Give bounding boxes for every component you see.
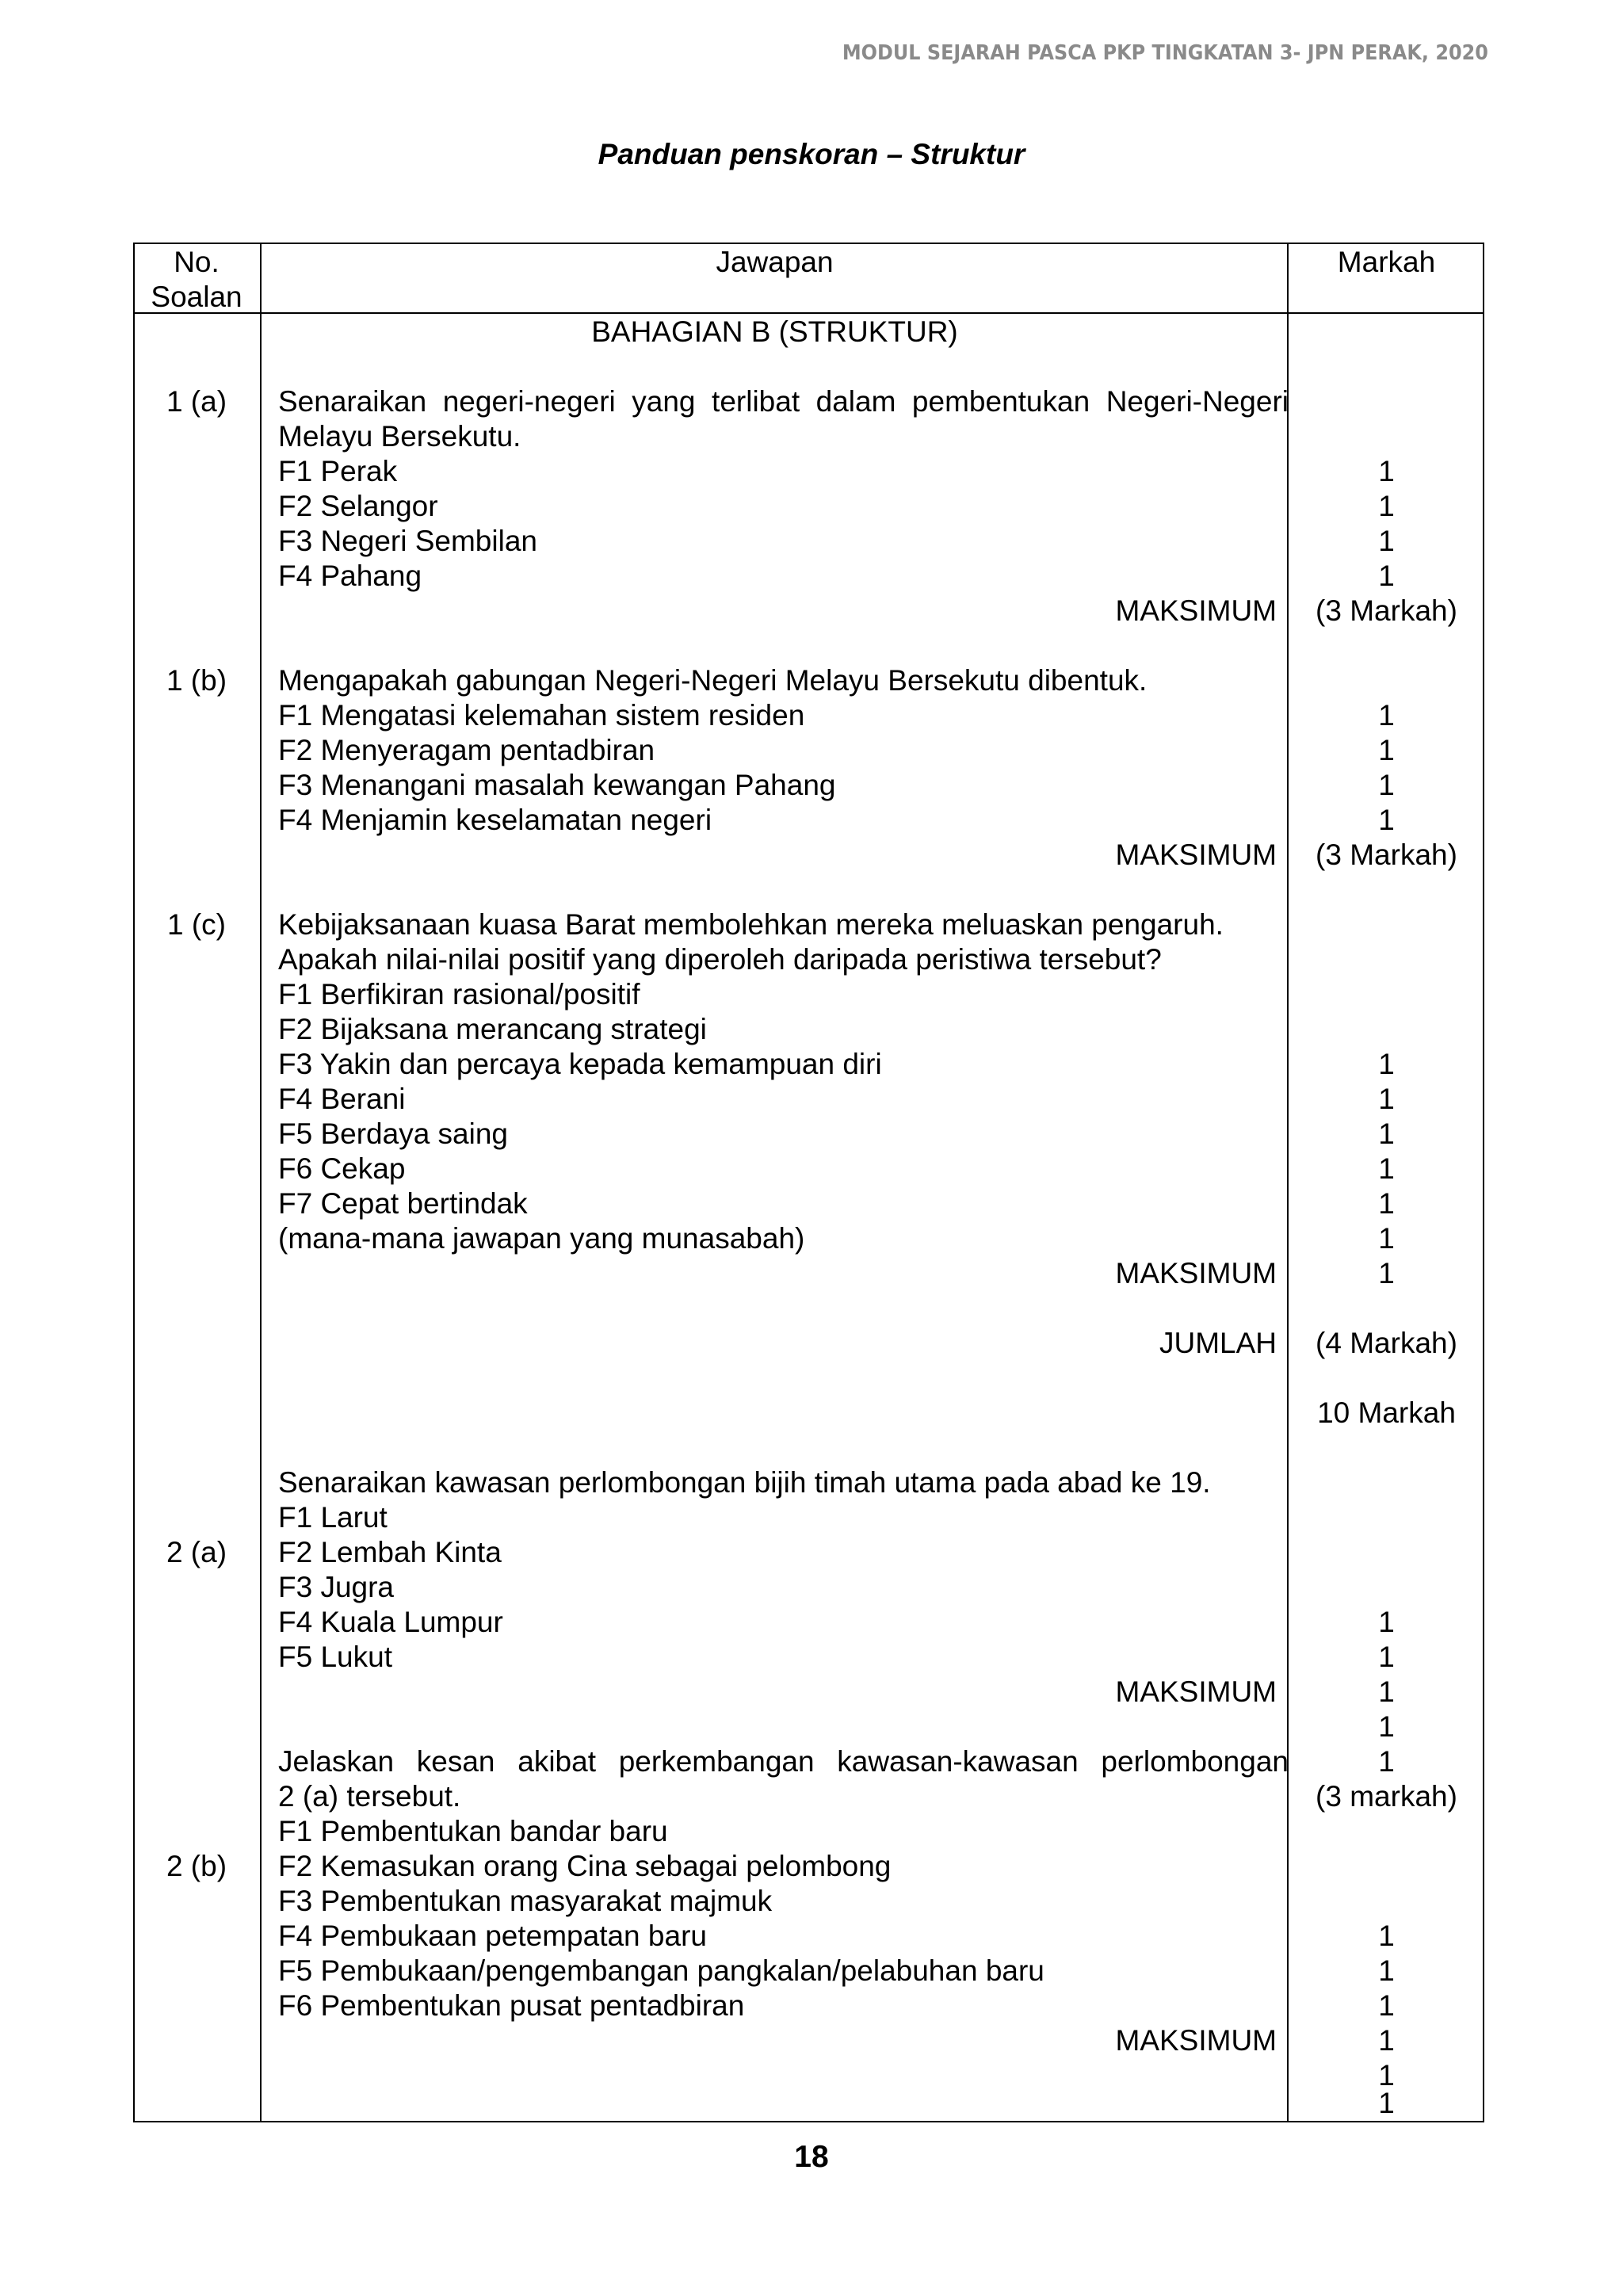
mark-value: 1	[1378, 2059, 1395, 2092]
maksimum-label: MAKSIMUM	[1115, 839, 1277, 871]
mark-value: 1	[1378, 1117, 1395, 1150]
answer-item: F2 Kemasukan orang Cina sebagai pelombong	[278, 1850, 892, 1882]
maximum-mark: (3 Markah)	[1316, 839, 1457, 871]
mark-value: 1	[1378, 1675, 1395, 1708]
answer-item: F5 Lukut	[278, 1641, 392, 1673]
answer-item: F4 Pahang	[278, 560, 422, 592]
mark-value: 1	[1378, 1257, 1395, 1289]
maksimum-label: MAKSIMUM	[1115, 1257, 1277, 1289]
mark-value: 1	[1378, 1710, 1395, 1743]
total-mark: (4 Markah)	[1316, 1327, 1457, 1359]
jumlah-label: JUMLAH	[1159, 1327, 1277, 1359]
question-number: 1 (a)	[166, 385, 227, 418]
question-number: 1 (b)	[166, 664, 227, 697]
answer-item: F4 Kuala Lumpur	[278, 1606, 503, 1638]
question-text: Kebijaksanaan kuasa Barat membolehkan mereka meluaskan pengaruh.	[278, 908, 1224, 941]
table-divider-1	[260, 243, 262, 2122]
mark-value: 1	[1378, 1745, 1395, 1778]
answer-item: F5 Berdaya saing	[278, 1117, 509, 1150]
mark-value: 1	[1378, 1641, 1395, 1673]
answer-item: F1 Mengatasi kelemahan sistem residen	[278, 699, 805, 732]
question-text: Senaraikan negeri-negeri yang terlibat dalam pembentukan Negeri-Negeri	[278, 385, 1289, 418]
answer-item: F1 Larut	[278, 1501, 388, 1534]
page-number: 18	[794, 2140, 829, 2174]
header-no: No.	[174, 246, 220, 278]
answer-item: F2 Bijaksana merancang strategi	[278, 1013, 707, 1045]
mark-value: 1	[1378, 525, 1395, 557]
answer-item: F6 Pembentukan pusat pentadbiran	[278, 1989, 745, 2022]
running-header: MODUL SEJARAH PASCA PKP TINGKATAN 3- JPN PERAK, 2020	[842, 41, 1488, 65]
answer-note: (mana-mana jawapan yang munasabah)	[278, 1222, 805, 1255]
maksimum-label: MAKSIMUM	[1115, 594, 1277, 627]
question-text: Jelaskan kesan akibat perkembangan kawasan-kawasan perlombongan	[278, 1745, 1289, 1778]
answer-item: F2 Selangor	[278, 490, 438, 522]
answer-item: F5 Pembukaan/pengembangan pangkalan/pelabuhan baru	[278, 1954, 1044, 1987]
mark-value: 1	[1378, 560, 1395, 592]
mark-value: 1	[1378, 699, 1395, 732]
maksimum-label: MAKSIMUM	[1115, 1675, 1277, 1708]
mark-value: 1	[1378, 1152, 1395, 1185]
marking-scheme-table	[133, 243, 1484, 2122]
answer-item: F1 Pembentukan bandar baru	[278, 1815, 668, 1847]
maximum-mark: (3 markah)	[1316, 1780, 1457, 1813]
table-border-left	[133, 243, 135, 2122]
answer-item: F4 Berani	[278, 1083, 406, 1115]
table-border-bottom	[133, 2121, 1484, 2122]
document-title: Panduan penskoran – Struktur	[598, 138, 1025, 170]
mark-value: 1	[1378, 1187, 1395, 1220]
grand-total-mark: 10 Markah	[1317, 1396, 1456, 1429]
mark-value: 1	[1378, 490, 1395, 522]
mark-value: 1	[1378, 455, 1395, 487]
mark-value: 1	[1378, 1606, 1395, 1638]
mark-value: 1	[1378, 1048, 1395, 1080]
answer-item: F3 Menangani masalah kewangan Pahang	[278, 769, 836, 801]
question-text: Senaraikan kawasan perlombongan bijih timah utama pada abad ke 19.	[278, 1466, 1211, 1499]
header-divider	[133, 312, 1484, 314]
table-border-top	[133, 243, 1484, 244]
answer-item: F2 Lembah Kinta	[278, 1536, 502, 1568]
question-text: Apakah nilai-nilai positif yang diperoleh daripada peristiwa tersebut?	[278, 943, 1162, 976]
mark-value: 1	[1378, 1083, 1395, 1115]
answer-item: F1 Berfikiran rasional/positif	[278, 978, 640, 1010]
mark-value: 1	[1378, 1989, 1395, 2022]
section-title: BAHAGIAN B (STRUKTUR)	[591, 315, 958, 348]
mark-value: 1	[1378, 1954, 1395, 1987]
answer-item: F3 Negeri Sembilan	[278, 525, 537, 557]
mark-value: 1	[1378, 2024, 1395, 2057]
answer-item: F3 Yakin dan percaya kepada kemampuan diri	[278, 1048, 882, 1080]
answer-item: F4 Pembukaan petempatan baru	[278, 1920, 707, 1952]
header-soalan: Soalan	[151, 281, 242, 313]
question-number: 2 (a)	[166, 1536, 227, 1568]
maksimum-label: MAKSIMUM	[1115, 2024, 1277, 2057]
header-markah: Markah	[1337, 246, 1436, 278]
answer-item: F1 Perak	[278, 455, 398, 487]
maximum-mark: (3 Markah)	[1316, 594, 1457, 627]
mark-value: 1	[1378, 2087, 1395, 2119]
answer-item: F3 Pembentukan masyarakat majmuk	[278, 1885, 773, 1917]
answer-item: F3 Jugra	[278, 1571, 395, 1603]
answer-item: F7 Cepat bertindak	[278, 1187, 528, 1220]
mark-value: 1	[1378, 1920, 1395, 1952]
question-number: 1 (c)	[167, 908, 226, 941]
answer-item: F2 Menyeragam pentadbiran	[278, 734, 655, 766]
mark-value: 1	[1378, 804, 1395, 836]
mark-value: 1	[1378, 769, 1395, 801]
question-text: 2 (a) tersebut.	[278, 1780, 461, 1813]
header-jawapan: Jawapan	[716, 246, 834, 278]
question-text: Mengapakah gabungan Negeri-Negeri Melayu Bersekutu dibentuk.	[278, 664, 1148, 697]
question-number: 2 (b)	[166, 1850, 227, 1882]
question-text: Melayu Bersekutu.	[278, 420, 521, 453]
answer-item: F6 Cekap	[278, 1152, 406, 1185]
mark-value: 1	[1378, 1222, 1395, 1255]
mark-value: 1	[1378, 734, 1395, 766]
answer-item: F4 Menjamin keselamatan negeri	[278, 804, 712, 836]
